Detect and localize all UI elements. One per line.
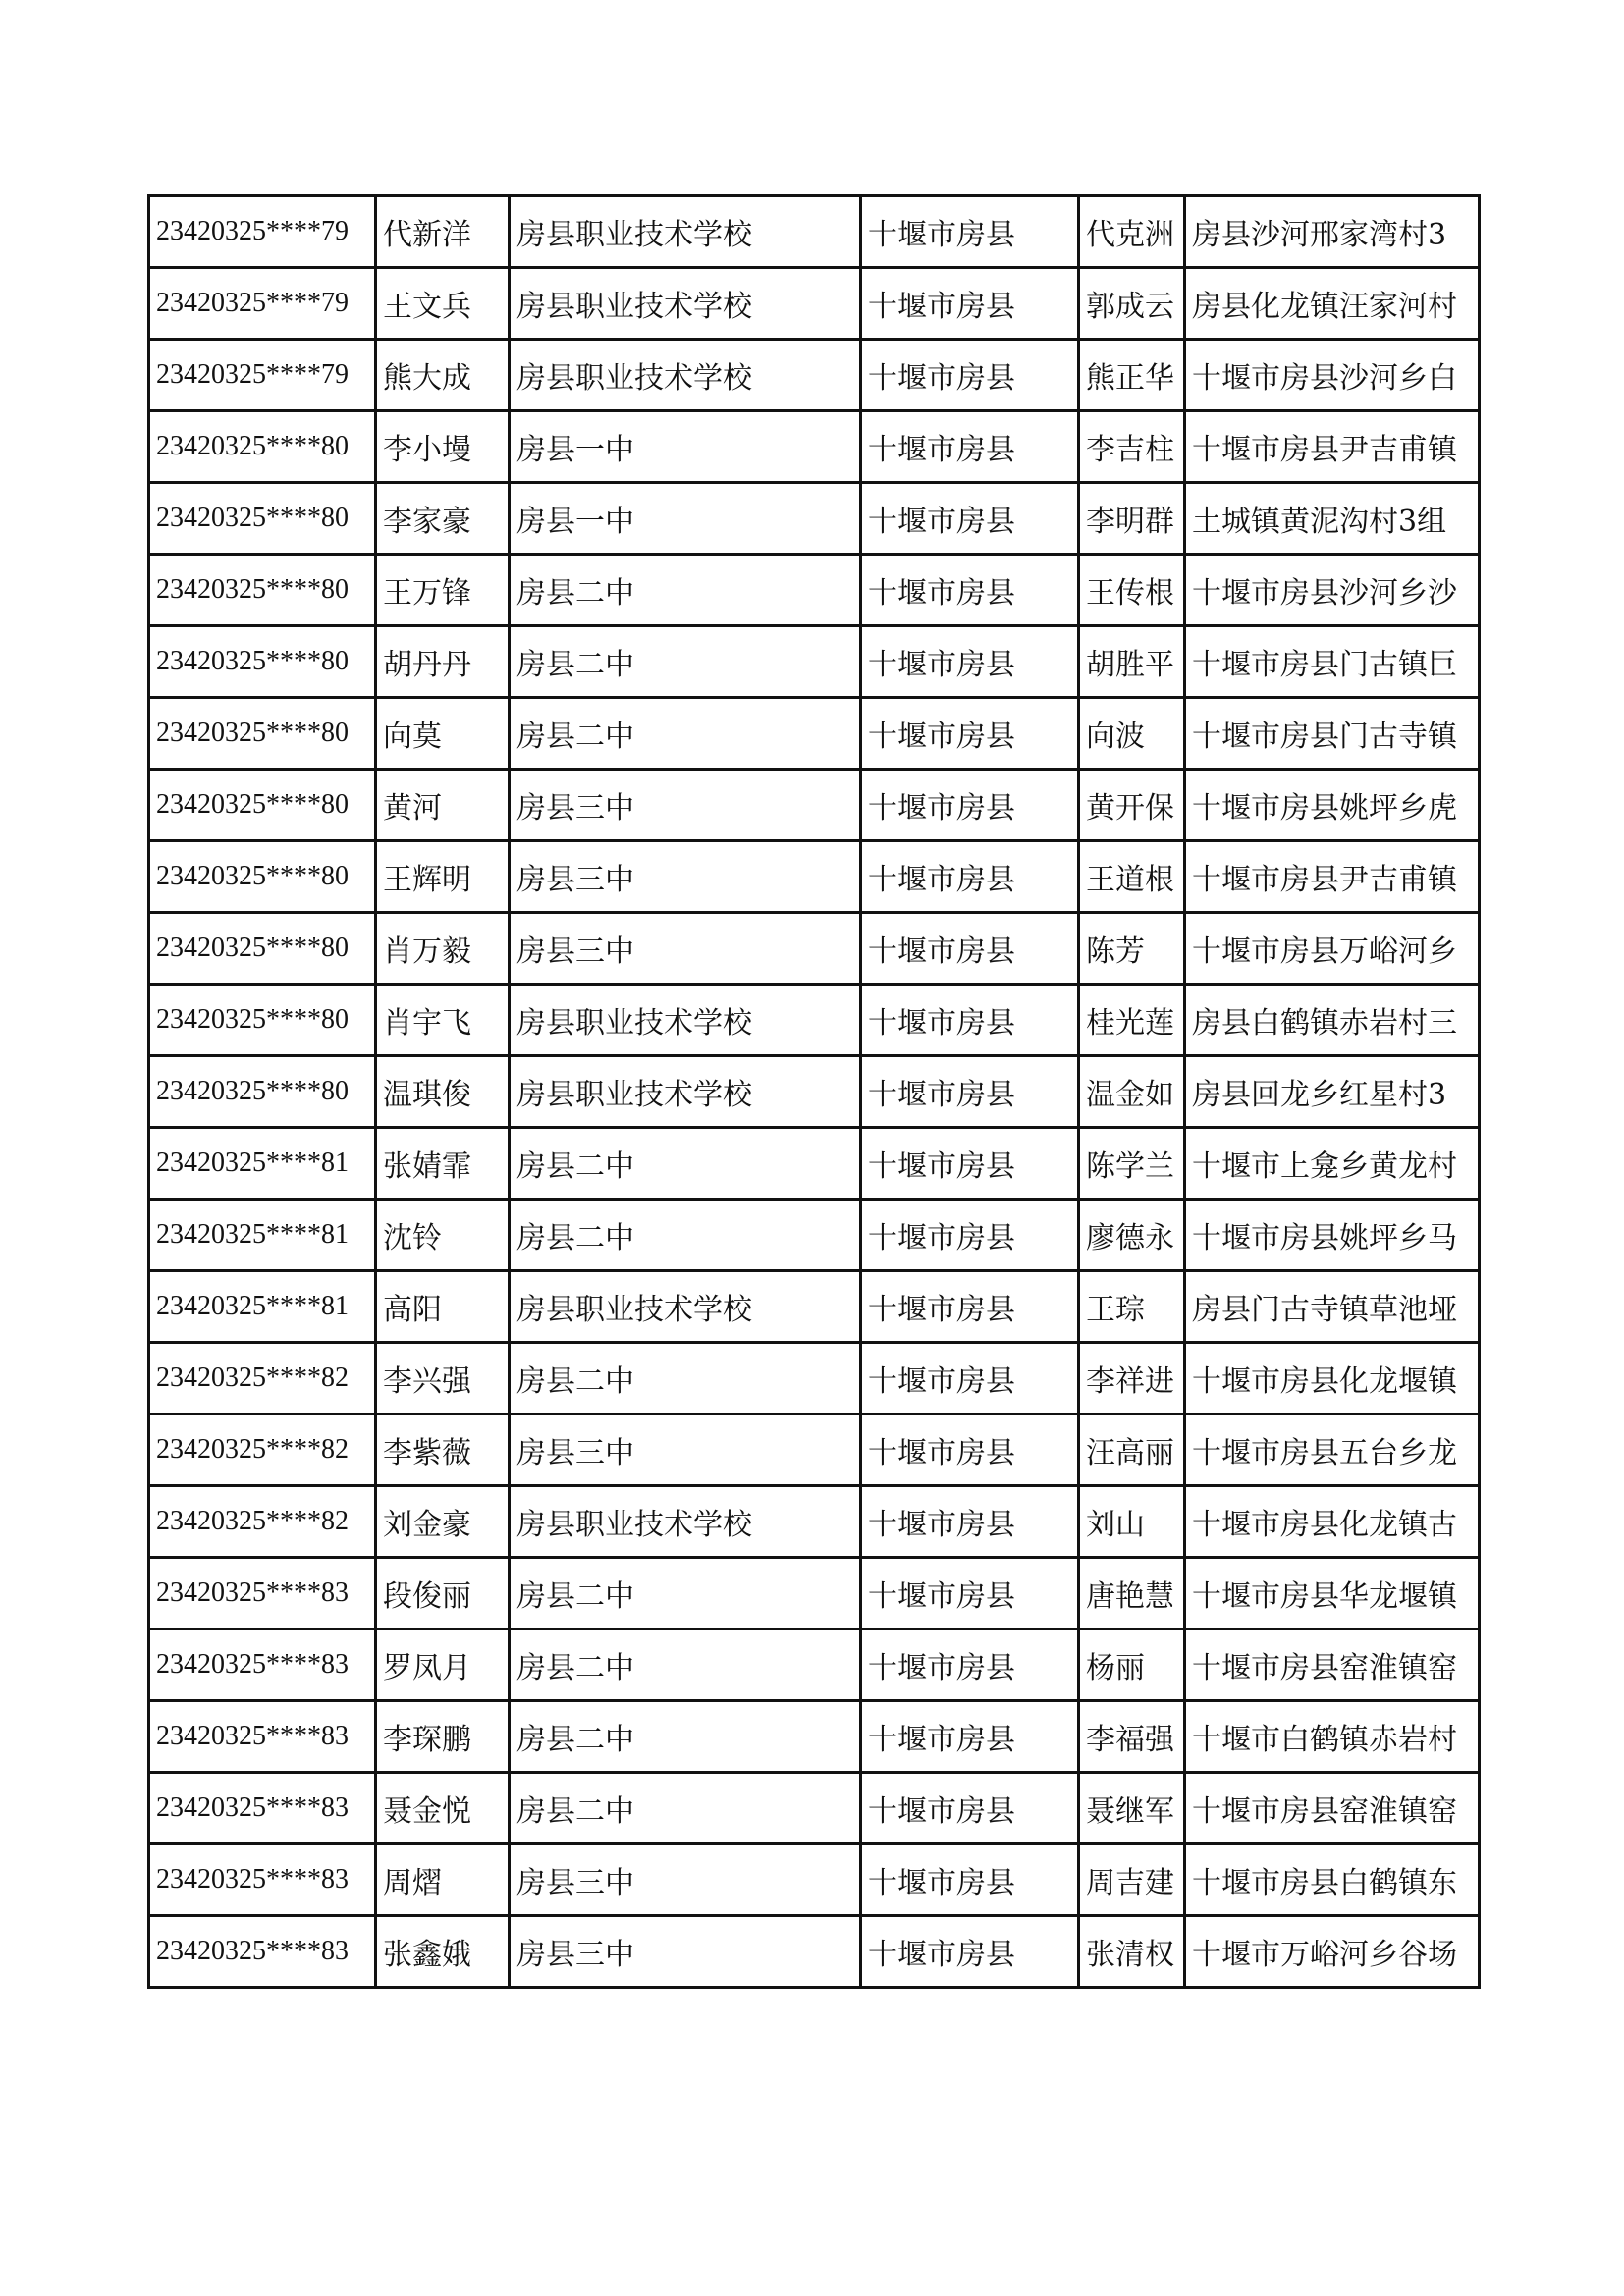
student-name-cell: 刘金豪 (376, 1486, 510, 1558)
address-cell: 十堰市房县化龙堰镇 (1185, 1343, 1480, 1415)
id-cell: 23420325****83 (149, 1916, 376, 1988)
school-cell: 房县二中 (510, 626, 861, 698)
region-cell: 十堰市房县 (861, 1056, 1079, 1128)
address-cell: 十堰市房县尹吉甫镇 (1185, 411, 1480, 483)
table-row (149, 770, 1480, 841)
guardian-name-cell: 温金如 (1079, 1056, 1185, 1128)
id-cell: 23420325****79 (149, 268, 376, 340)
school-cell: 房县三中 (510, 1844, 861, 1916)
address-cell: 房县门古寺镇草池垭 (1185, 1271, 1480, 1343)
table-row (149, 340, 1480, 411)
region-cell: 十堰市房县 (861, 1200, 1079, 1271)
guardian-name-cell: 聂继军 (1079, 1773, 1185, 1844)
school-cell: 房县二中 (510, 1343, 861, 1415)
school-cell: 房县职业技术学校 (510, 196, 861, 268)
school-cell: 房县二中 (510, 1701, 861, 1773)
region-cell: 十堰市房县 (861, 1343, 1079, 1415)
student-name-cell: 聂金悦 (376, 1773, 510, 1844)
student-name-cell: 李兴强 (376, 1343, 510, 1415)
address-cell: 十堰市房县化龙镇古 (1185, 1486, 1480, 1558)
address-cell: 十堰市房县窑淮镇窑 (1185, 1629, 1480, 1701)
school-cell: 房县二中 (510, 1128, 861, 1200)
table-row (149, 1128, 1480, 1200)
student-name-cell: 王文兵 (376, 268, 510, 340)
region-cell: 十堰市房县 (861, 483, 1079, 555)
student-name-cell: 李小墁 (376, 411, 510, 483)
table-row (149, 1056, 1480, 1128)
address-cell: 十堰市上龛乡黄龙村 (1185, 1128, 1480, 1200)
student-name-cell: 温琪俊 (376, 1056, 510, 1128)
guardian-name-cell: 李祥进 (1079, 1343, 1185, 1415)
region-cell: 十堰市房县 (861, 340, 1079, 411)
guardian-name-cell: 代克洲 (1079, 196, 1185, 268)
id-cell: 23420325****80 (149, 913, 376, 985)
region-cell: 十堰市房县 (861, 1844, 1079, 1916)
address-cell: 十堰市房县沙河乡沙 (1185, 555, 1480, 626)
address-cell: 十堰市房县姚坪乡虎 (1185, 770, 1480, 841)
guardian-name-cell: 向波 (1079, 698, 1185, 770)
table-row (149, 1271, 1480, 1343)
student-name-cell: 张婧霏 (376, 1128, 510, 1200)
guardian-name-cell: 桂光莲 (1079, 985, 1185, 1056)
region-cell: 十堰市房县 (861, 1558, 1079, 1629)
id-cell: 23420325****83 (149, 1773, 376, 1844)
guardian-name-cell: 李吉柱 (1079, 411, 1185, 483)
id-cell: 23420325****80 (149, 698, 376, 770)
student-name-cell: 罗凤月 (376, 1629, 510, 1701)
student-name-cell: 李琛鹏 (376, 1701, 510, 1773)
student-name-cell: 王万锋 (376, 555, 510, 626)
table-body (149, 196, 1480, 1988)
guardian-name-cell: 汪高丽 (1079, 1415, 1185, 1486)
guardian-name-cell: 王传根 (1079, 555, 1185, 626)
address-cell: 十堰市房县门古寺镇 (1185, 698, 1480, 770)
student-name-cell: 胡丹丹 (376, 626, 510, 698)
id-cell: 23420325****81 (149, 1271, 376, 1343)
id-cell: 23420325****80 (149, 626, 376, 698)
guardian-name-cell: 刘山 (1079, 1486, 1185, 1558)
school-cell: 房县二中 (510, 698, 861, 770)
address-cell: 十堰市房县窑淮镇窑 (1185, 1773, 1480, 1844)
table-row (149, 985, 1480, 1056)
guardian-name-cell: 杨丽 (1079, 1629, 1185, 1701)
student-name-cell: 周熠 (376, 1844, 510, 1916)
guardian-name-cell: 廖德永 (1079, 1200, 1185, 1271)
region-cell: 十堰市房县 (861, 1916, 1079, 1988)
student-table (147, 194, 1481, 1989)
guardian-name-cell: 郭成云 (1079, 268, 1185, 340)
student-name-cell: 高阳 (376, 1271, 510, 1343)
table-row (149, 913, 1480, 985)
table-row (149, 1343, 1480, 1415)
school-cell: 房县职业技术学校 (510, 340, 861, 411)
student-name-cell: 王辉明 (376, 841, 510, 913)
table-row (149, 698, 1480, 770)
address-cell: 十堰市房县华龙堰镇 (1185, 1558, 1480, 1629)
region-cell: 十堰市房县 (861, 698, 1079, 770)
id-cell: 23420325****80 (149, 555, 376, 626)
student-name-cell: 代新洋 (376, 196, 510, 268)
student-name-cell: 沈铃 (376, 1200, 510, 1271)
region-cell: 十堰市房县 (861, 841, 1079, 913)
guardian-name-cell: 王琮 (1079, 1271, 1185, 1343)
school-cell: 房县三中 (510, 841, 861, 913)
region-cell: 十堰市房县 (861, 555, 1079, 626)
table-row (149, 1701, 1480, 1773)
id-cell: 23420325****79 (149, 196, 376, 268)
region-cell: 十堰市房县 (861, 913, 1079, 985)
table-row (149, 626, 1480, 698)
table-row (149, 1773, 1480, 1844)
address-cell: 土城镇黄泥沟村3组 (1185, 483, 1480, 555)
id-cell: 23420325****82 (149, 1343, 376, 1415)
student-name-cell: 张鑫娥 (376, 1916, 510, 1988)
school-cell: 房县三中 (510, 913, 861, 985)
region-cell: 十堰市房县 (861, 1486, 1079, 1558)
id-cell: 23420325****80 (149, 841, 376, 913)
address-cell: 房县沙河邢家湾村3 (1185, 196, 1480, 268)
school-cell: 房县二中 (510, 1558, 861, 1629)
id-cell: 23420325****83 (149, 1629, 376, 1701)
table-row (149, 1629, 1480, 1701)
table-row (149, 268, 1480, 340)
table-row (149, 1486, 1480, 1558)
school-cell: 房县职业技术学校 (510, 1056, 861, 1128)
school-cell: 房县一中 (510, 483, 861, 555)
region-cell: 十堰市房县 (861, 1629, 1079, 1701)
table-row (149, 1558, 1480, 1629)
table-row (149, 1844, 1480, 1916)
region-cell: 十堰市房县 (861, 985, 1079, 1056)
student-name-cell: 李家豪 (376, 483, 510, 555)
school-cell: 房县二中 (510, 1629, 861, 1701)
guardian-name-cell: 张清权 (1079, 1916, 1185, 1988)
address-cell: 十堰市房县五台乡龙 (1185, 1415, 1480, 1486)
school-cell: 房县一中 (510, 411, 861, 483)
table-row (149, 1415, 1480, 1486)
id-cell: 23420325****80 (149, 411, 376, 483)
table-row (149, 841, 1480, 913)
address-cell: 十堰市房县白鹤镇东 (1185, 1844, 1480, 1916)
school-cell: 房县职业技术学校 (510, 985, 861, 1056)
school-cell: 房县职业技术学校 (510, 1271, 861, 1343)
address-cell: 十堰市房县沙河乡白 (1185, 340, 1480, 411)
student-name-cell: 熊大成 (376, 340, 510, 411)
school-cell: 房县二中 (510, 555, 861, 626)
student-name-cell: 段俊丽 (376, 1558, 510, 1629)
guardian-name-cell: 李明群 (1079, 483, 1185, 555)
region-cell: 十堰市房县 (861, 770, 1079, 841)
table-row (149, 483, 1480, 555)
region-cell: 十堰市房县 (861, 1415, 1079, 1486)
id-cell: 23420325****82 (149, 1486, 376, 1558)
student-name-cell: 李紫薇 (376, 1415, 510, 1486)
id-cell: 23420325****82 (149, 1415, 376, 1486)
guardian-name-cell: 胡胜平 (1079, 626, 1185, 698)
school-cell: 房县二中 (510, 1200, 861, 1271)
guardian-name-cell: 熊正华 (1079, 340, 1185, 411)
table-row (149, 411, 1480, 483)
region-cell: 十堰市房县 (861, 1271, 1079, 1343)
id-cell: 23420325****83 (149, 1558, 376, 1629)
address-cell: 房县化龙镇汪家河村 (1185, 268, 1480, 340)
student-name-cell: 肖万毅 (376, 913, 510, 985)
guardian-name-cell: 周吉建 (1079, 1844, 1185, 1916)
region-cell: 十堰市房县 (861, 626, 1079, 698)
table-row (149, 1916, 1480, 1988)
id-cell: 23420325****80 (149, 770, 376, 841)
school-cell: 房县职业技术学校 (510, 268, 861, 340)
school-cell: 房县三中 (510, 770, 861, 841)
table-row (149, 196, 1480, 268)
id-cell: 23420325****80 (149, 1056, 376, 1128)
id-cell: 23420325****80 (149, 483, 376, 555)
student-name-cell: 肖宇飞 (376, 985, 510, 1056)
region-cell: 十堰市房县 (861, 268, 1079, 340)
address-cell: 房县白鹤镇赤岩村三 (1185, 985, 1480, 1056)
guardian-name-cell: 黄开保 (1079, 770, 1185, 841)
region-cell: 十堰市房县 (861, 1701, 1079, 1773)
id-cell: 23420325****81 (149, 1128, 376, 1200)
region-cell: 十堰市房县 (861, 196, 1079, 268)
id-cell: 23420325****79 (149, 340, 376, 411)
address-cell: 十堰市房县万峪河乡 (1185, 913, 1480, 985)
address-cell: 十堰市万峪河乡谷场 (1185, 1916, 1480, 1988)
region-cell: 十堰市房县 (861, 411, 1079, 483)
address-cell: 十堰市房县姚坪乡马 (1185, 1200, 1480, 1271)
region-cell: 十堰市房县 (861, 1773, 1079, 1844)
school-cell: 房县三中 (510, 1415, 861, 1486)
guardian-name-cell: 陈学兰 (1079, 1128, 1185, 1200)
table-row (149, 555, 1480, 626)
region-cell: 十堰市房县 (861, 1128, 1079, 1200)
school-cell: 房县三中 (510, 1916, 861, 1988)
school-cell: 房县二中 (510, 1773, 861, 1844)
id-cell: 23420325****81 (149, 1200, 376, 1271)
guardian-name-cell: 唐艳慧 (1079, 1558, 1185, 1629)
id-cell: 23420325****80 (149, 985, 376, 1056)
student-name-cell: 黄河 (376, 770, 510, 841)
student-name-cell: 向莫 (376, 698, 510, 770)
guardian-name-cell: 陈芳 (1079, 913, 1185, 985)
guardian-name-cell: 李福强 (1079, 1701, 1185, 1773)
address-cell: 十堰市房县尹吉甫镇 (1185, 841, 1480, 913)
school-cell: 房县职业技术学校 (510, 1486, 861, 1558)
address-cell: 房县回龙乡红星村3 (1185, 1056, 1480, 1128)
id-cell: 23420325****83 (149, 1701, 376, 1773)
guardian-name-cell: 王道根 (1079, 841, 1185, 913)
address-cell: 十堰市房县门古镇巨 (1185, 626, 1480, 698)
id-cell: 23420325****83 (149, 1844, 376, 1916)
table-row (149, 1200, 1480, 1271)
address-cell: 十堰市白鹤镇赤岩村 (1185, 1701, 1480, 1773)
